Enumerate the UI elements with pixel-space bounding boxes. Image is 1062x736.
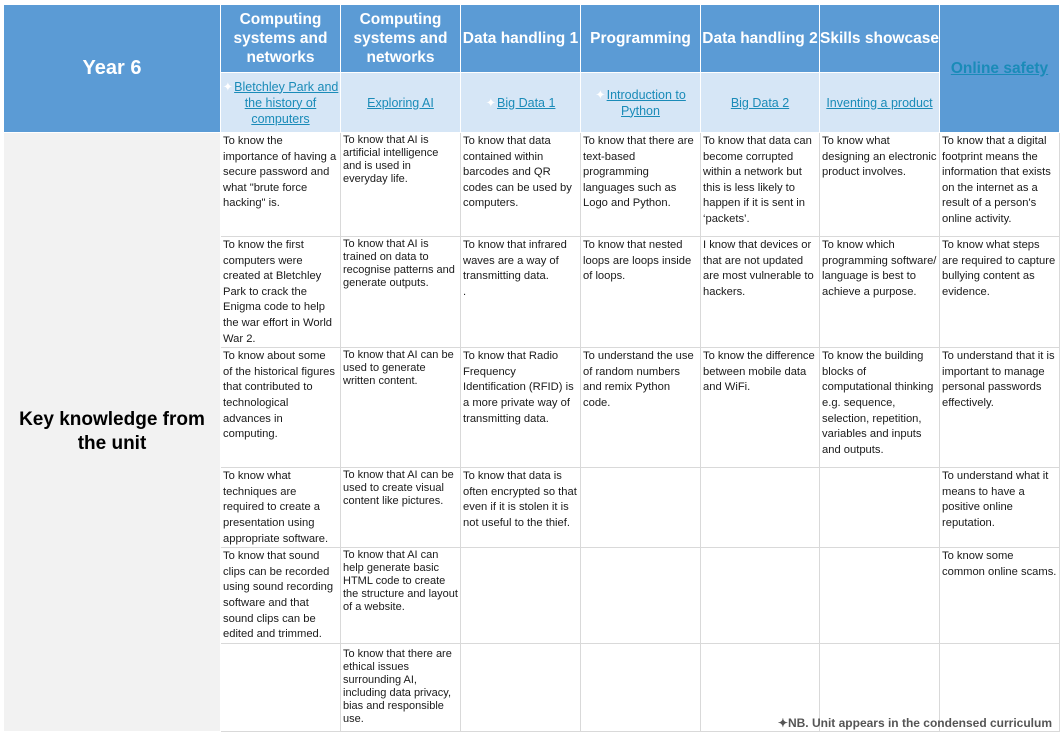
knowledge-cell: To know some common online scams. (940, 548, 1060, 644)
knowledge-cell: To know the building blocks of computational thinking e.g. sequence, selection, repetition, variables and inputs and outputs. (820, 348, 940, 468)
knowledge-cell: I know that devices or that are not updated are most vulnerable to hackers. (701, 237, 820, 348)
knowledge-cell: To know about some of the historical figures that contributed to technological advances in computing. (221, 348, 341, 468)
unit-link[interactable]: Inventing a product (826, 95, 933, 110)
unit-link-cell (701, 73, 820, 133)
knowledge-cell: To know that AI can help generate basic HTML code to create the structure and layout of a website. (341, 548, 461, 644)
unit-link-cell (820, 73, 940, 133)
knowledge-cell: To know the difference between mobile data and WiFi. (701, 348, 820, 468)
knowledge-cell (701, 468, 820, 548)
knowledge-cell (581, 643, 701, 731)
knowledge-cell (581, 468, 701, 548)
year-title: Year 6 (4, 5, 221, 133)
unit-title: Computing systems and networks (341, 5, 461, 73)
knowledge-cell: To know the first computers were created at Bletchley Park to crack the Enigma code to help the war effort in World War 2. (221, 237, 341, 348)
knowledge-cell (820, 548, 940, 644)
knowledge-cell: To know the importance of having a secure password and what "brute force hacking" is. (221, 133, 341, 237)
knowledge-cell (461, 643, 581, 731)
knowledge-cell: To know what designing an electronic product involves. (820, 133, 940, 237)
unit-link[interactable]: Exploring AI (367, 95, 434, 110)
knowledge-cell: To know that there are text-based programming languages such as Logo and Python. (581, 133, 701, 237)
knowledge-cell: To know that AI can be used to create visual content like pictures. (341, 468, 461, 548)
knowledge-cell: To know that AI is trained on data to recognise patterns and generate outputs. (341, 237, 461, 348)
knowledge-cell: To know that data can become corrupted within a network but this is less likely to happen if it is sent in ‘packets’. (701, 133, 820, 237)
online-safety-cell (940, 5, 1060, 133)
knowledge-cell: To know what steps are required to capture bullying content as evidence. (940, 237, 1060, 348)
knowledge-cell: To know that AI is artificial intelligence and is used in everyday life. (341, 133, 461, 237)
knowledge-cell: To know that sound clips can be recorded using sound recording software and that sound clips can be edited and trimmed. (221, 548, 341, 644)
knowledge-cell: To understand the use of random numbers and remix Python code. (581, 348, 701, 468)
knowledge-cell (820, 468, 940, 548)
knowledge-body (4, 133, 1060, 732)
unit-title: Data handling 2 (701, 5, 820, 73)
unit-title: Skills showcase (820, 5, 940, 73)
knowledge-cell: To know that data is often encrypted so that even if it is stolen it is not useful to the thief. (461, 468, 581, 548)
unit-title: Data handling 1 (461, 5, 581, 73)
unit-link-cell (461, 73, 581, 133)
condensed-star-icon: ✦ (485, 95, 497, 110)
knowledge-cell: To know that Radio Frequency Identification (RFID) is a more private way of transmitting data. (461, 348, 581, 468)
unit-link-cell (581, 73, 701, 133)
unit-link[interactable]: Introduction to Python (606, 87, 686, 118)
condensed-star-icon: ✦ (595, 87, 606, 102)
knowledge-cell: To know that nested loops are loops inside of loops. (581, 237, 701, 348)
knowledge-cell: To understand what it means to have a positive online reputation. (940, 468, 1060, 548)
knowledge-cell (461, 548, 581, 644)
unit-title: Programming (581, 5, 701, 73)
knowledge-cell: To know that infrared waves are a way of transmitting data. . (461, 237, 581, 348)
knowledge-cell (221, 643, 341, 731)
unit-link-cell (341, 73, 461, 133)
unit-link[interactable]: Big Data 2 (730, 95, 790, 110)
unit-link-online-safety[interactable]: Online safety (950, 60, 1049, 77)
side-label: Key knowledge from the unit (4, 133, 221, 732)
condensed-curriculum-footnote: ✦NB. Unit appears in the condensed curriculum (777, 716, 1052, 730)
curriculum-table (3, 4, 1060, 732)
knowledge-cell: To know that data contained within barcodes and QR codes can be used by computers. (461, 133, 581, 237)
unit-link[interactable]: Big Data 1 (497, 95, 556, 110)
knowledge-cell: To understand that it is important to manage personal passwords effectively. (940, 348, 1060, 468)
unit-title: Computing systems and networks (221, 5, 341, 73)
knowledge-cell: To know that a digital footprint means the information that exists on the internet as a result of a person's online activity. (940, 133, 1060, 237)
knowledge-cell: To know that there are ethical issues surrounding AI, including data privacy, bias and responsible use. (341, 643, 461, 731)
knowledge-cell (701, 548, 820, 644)
knowledge-row (4, 133, 1060, 237)
unit-header-row (4, 5, 1060, 73)
knowledge-cell: To know that AI can be used to generate written content. (341, 348, 461, 468)
knowledge-cell: To know what techniques are required to create a presentation using appropriate software. (221, 468, 341, 548)
knowledge-cell (581, 548, 701, 644)
knowledge-cell: To know which programming software/ language is best to achieve a purpose. (820, 237, 940, 348)
unit-link-cell (221, 73, 341, 133)
condensed-star-icon: ✦ (222, 79, 234, 94)
unit-link[interactable]: Bletchley Park and the history of computers (234, 79, 339, 126)
